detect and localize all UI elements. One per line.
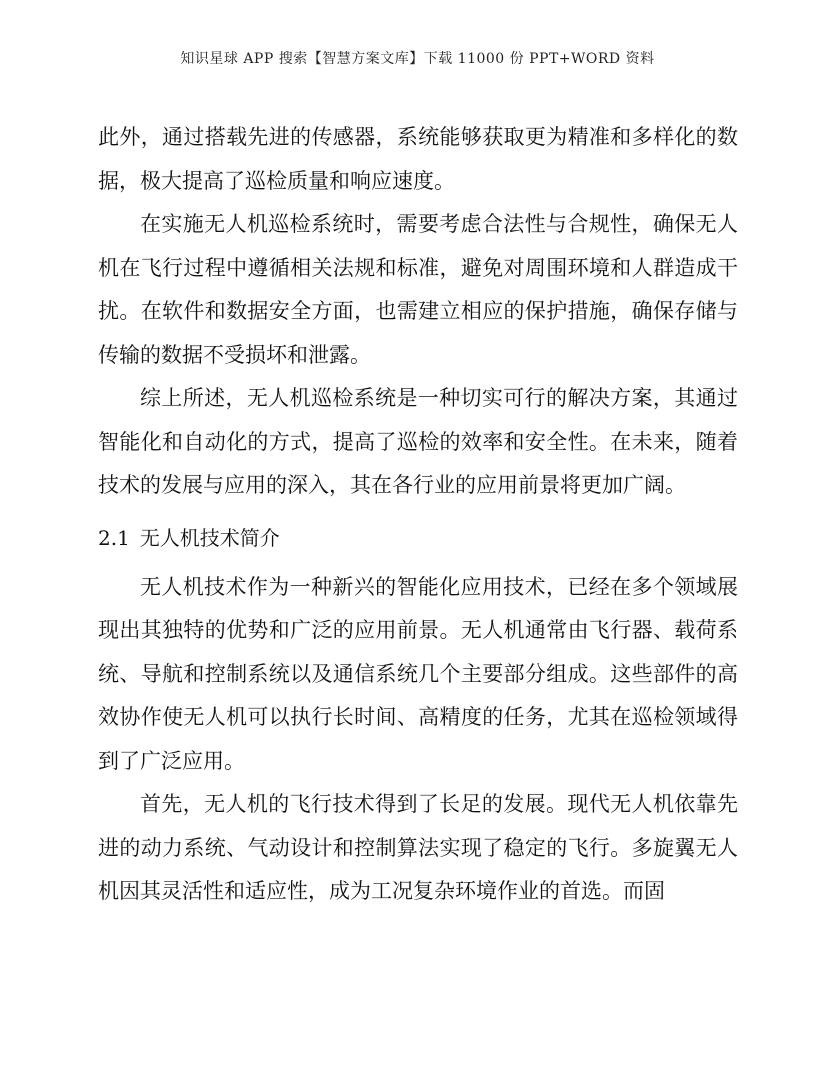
paragraph-intro: 无人机技术作为一种新兴的智能化应用技术，已经在多个领域展现出其独特的优势和广泛的应用前景。无人机通常由飞行器、载荷系统、导航和控制系统以及通信系统几个主要部分组成。这些部件的高效协作使无人机可以执行长时间、高精度的任务，尤其在巡检领域得到了广泛应用。 [98,574,738,773]
paragraph-flight-tech: 首先，无人机的飞行技术得到了长足的发展。现代无人机依靠先进的动力系统、气动设计和控制算法实现了稳定的飞行。多旋翼无人机因其灵活性和适应性，成为工况复杂环境作业的首选。而固 [98,792,738,903]
section-title: 无人机技术简介 [139,525,280,550]
paragraph-summary: 综上所述，无人机巡检系统是一种切实可行的解决方案，其通过智能化和自动化的方式，提高了巡检的效率和安全性。在未来，随着技术的发展与应用的深入，其在各行业的应用前景将更加广阔。 [98,386,738,497]
page-header: 知识星球 APP 搜索【智慧方案文库】下载 11000 份 PPT+WORD 资料 [180,51,655,67]
paragraph-sensors: 此外，通过搭载先进的传感器，系统能够获取更为精准和多样化的数据，极大提高了巡检质量和响应速度。 [98,125,738,193]
section-number: 2.1 [98,525,130,550]
document-body [98,116,738,914]
section-heading [98,518,738,558]
paragraph-compliance: 在实施无人机巡检系统时，需要考虑合法性与合规性，确保无人机在飞行过程中遵循相关法规和标准，避免对周围环境和人群造成干扰。在软件和数据安全方面，也需建立相应的保护措施，确保存储与传输的数据不受损坏和泄露。 [98,212,738,367]
